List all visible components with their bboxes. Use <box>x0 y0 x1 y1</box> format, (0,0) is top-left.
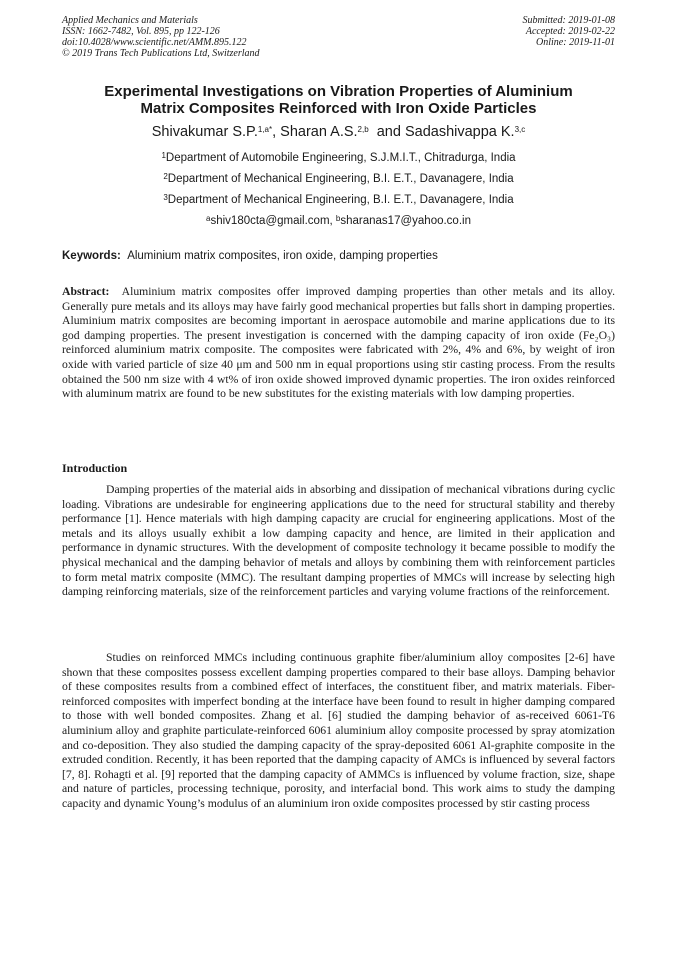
author-1-sup: 1,a* <box>257 125 273 134</box>
accepted-date: Accepted: 2019-02-22 <box>525 26 615 37</box>
keywords-label: Keywords: <box>62 250 121 262</box>
abstract-text: Aluminium matrix composites offer improved damping properties than other metals and its alloy. Generally pure metals and its alloys may have fairly good mechanical properties but falls short in damping properties. Aluminium matrix composites are becoming important in aerospace automobile and marine applications due to its god damping properties. The present investigation is concerned with the damping capacity of iron oxide (Fe₂O₃) reinforced aluminium matrix composite. The composites were fabricated with 2%, 4% and 6%, by weight of iron oxide with varied particle of size 40 μm and 500 nm in equal proportions using stir casting process. From the results obtained the 500 nm size with 4 wt% of iron oxide showed improved dynamic properties. The iron oxides reinforced with aluminum matrix are found to be new substitutes for the existing materials with low damping properties. <box>62 285 615 401</box>
affiliation-3 <box>62 193 615 207</box>
affiliation-sup: 2 <box>163 172 168 181</box>
affiliation-text: Department of Automobile Engineering, S.J.M.I.T., Chitradurga, India <box>165 152 516 164</box>
author-1: Shivakumar S.P. <box>151 124 258 140</box>
affiliation-text: Department of Mechanical Engineering, B.I. E.T., Davanagere, India <box>167 194 514 206</box>
doi-line[interactable]: doi:10.4028/www.scientific.net/AMM.895.122 <box>62 37 247 48</box>
affiliation-sup: 1 <box>161 151 166 160</box>
author-list <box>62 123 615 141</box>
author-3: Sadashivappa K. <box>404 124 515 140</box>
author-emails <box>62 214 615 228</box>
title-line-1: Experimental Investigations on Vibration Properties of Aluminium <box>104 83 573 100</box>
email-a[interactable]: shiv180cta@gmail.com, <box>210 215 336 227</box>
author-2-sup: 2,b <box>357 125 369 134</box>
abstract-block <box>62 285 615 402</box>
issn-line: ISSN: 1662-7482, Vol. 895, pp 122-126 <box>62 26 220 37</box>
email-b[interactable]: sharanas17@yahoo.co.in <box>340 215 471 227</box>
affiliation-1 <box>62 151 615 165</box>
author-3-sup: 3,c <box>514 125 526 134</box>
introduction-paragraph-2: Studies on reinforced MMCs including continuous graphite fiber/aluminium alloy composites [2-6] have shown that these composites possess excellent damping properties compared to their base alloys. Damping behavior of these composites results from a combined effect of interfaces, the constituent fiber, and matrix materials. Fiber-reinforced composites with imperfect bonding at the interface have been found to result in higher damping compared to those with well bonded composites. Zhang et al. [6] studied the damping behavior of as-received 6061-T6 aluminium alloy and graphite particulate-reinforced 6061 aluminium alloy composite processed by spray atomization and co-deposition. They also studied the damping capacity of the spray-deposited 6061 Al-graphite composite in the extruded condition. Recently, it has been reported that the damping capacity of AMCs is influenced by several factors [7, 8]. Rohagti et al. [9] reported that the damping capacity of AMMCs is influenced by volume fraction, size, shape and nature of particles, processing technique, porosity, and interfacial bond. This work aims to study the damping capacity and dynamic Young’s modulus of an aluminium iron oxide composites processed by stir casting process <box>62 651 615 810</box>
email-b-sup: b <box>335 214 341 223</box>
copyright-line: © 2019 Trans Tech Publications Ltd, Switzerland <box>62 48 260 59</box>
keywords-block <box>62 249 615 263</box>
journal-name: Applied Mechanics and Materials <box>62 15 198 26</box>
affiliation-2 <box>62 172 615 186</box>
affiliation-sup: 3 <box>163 193 168 202</box>
paper-title <box>62 83 615 117</box>
email-a-sup: a <box>206 214 211 223</box>
affiliation-text: Department of Mechanical Engineering, B.I. E.T., Davanagere, India <box>167 173 514 185</box>
introduction-paragraph-1: Damping properties of the material aids in absorbing and dissipation of mechanical vibrations during cyclic loading. Vibrations are undesirable for engineering applications due to the need for structural stability and thereby performance [1]. Hence materials with high damping capacity are crucial for engineering applications. Most of the metals and its alloys usually exhibit a low damping capacity and hence, are limited in their application and performance in dynamic structures. With the development of composite technology it became possible to modify the physical mechanical and the damping behavior of metals and alloys by combining them with reinforcement particles to form metal matrix composite (MMC). The resultant damping properties of MMCs will increase by selecting high damping reinforcing materials, size of the reinforcement particles and varying volume fractions of the reinforcement. <box>62 483 615 599</box>
keywords-text: Aluminium matrix composites, iron oxide, damping properties <box>127 250 438 262</box>
abstract-label: Abstract: <box>62 285 110 298</box>
title-line-2: Matrix Composites Reinforced with Iron Oxide Particles <box>140 100 537 117</box>
journal-info <box>62 15 260 59</box>
submitted-date: Submitted: 2019-01-08 <box>522 15 615 26</box>
dates-info <box>523 15 616 48</box>
author-separator: , <box>272 124 281 140</box>
online-date: Online: 2019-11-01 <box>536 37 615 48</box>
author-2: Sharan A.S. <box>280 124 358 140</box>
author-separator: and <box>368 124 405 140</box>
introduction-heading: Introduction <box>62 461 128 475</box>
